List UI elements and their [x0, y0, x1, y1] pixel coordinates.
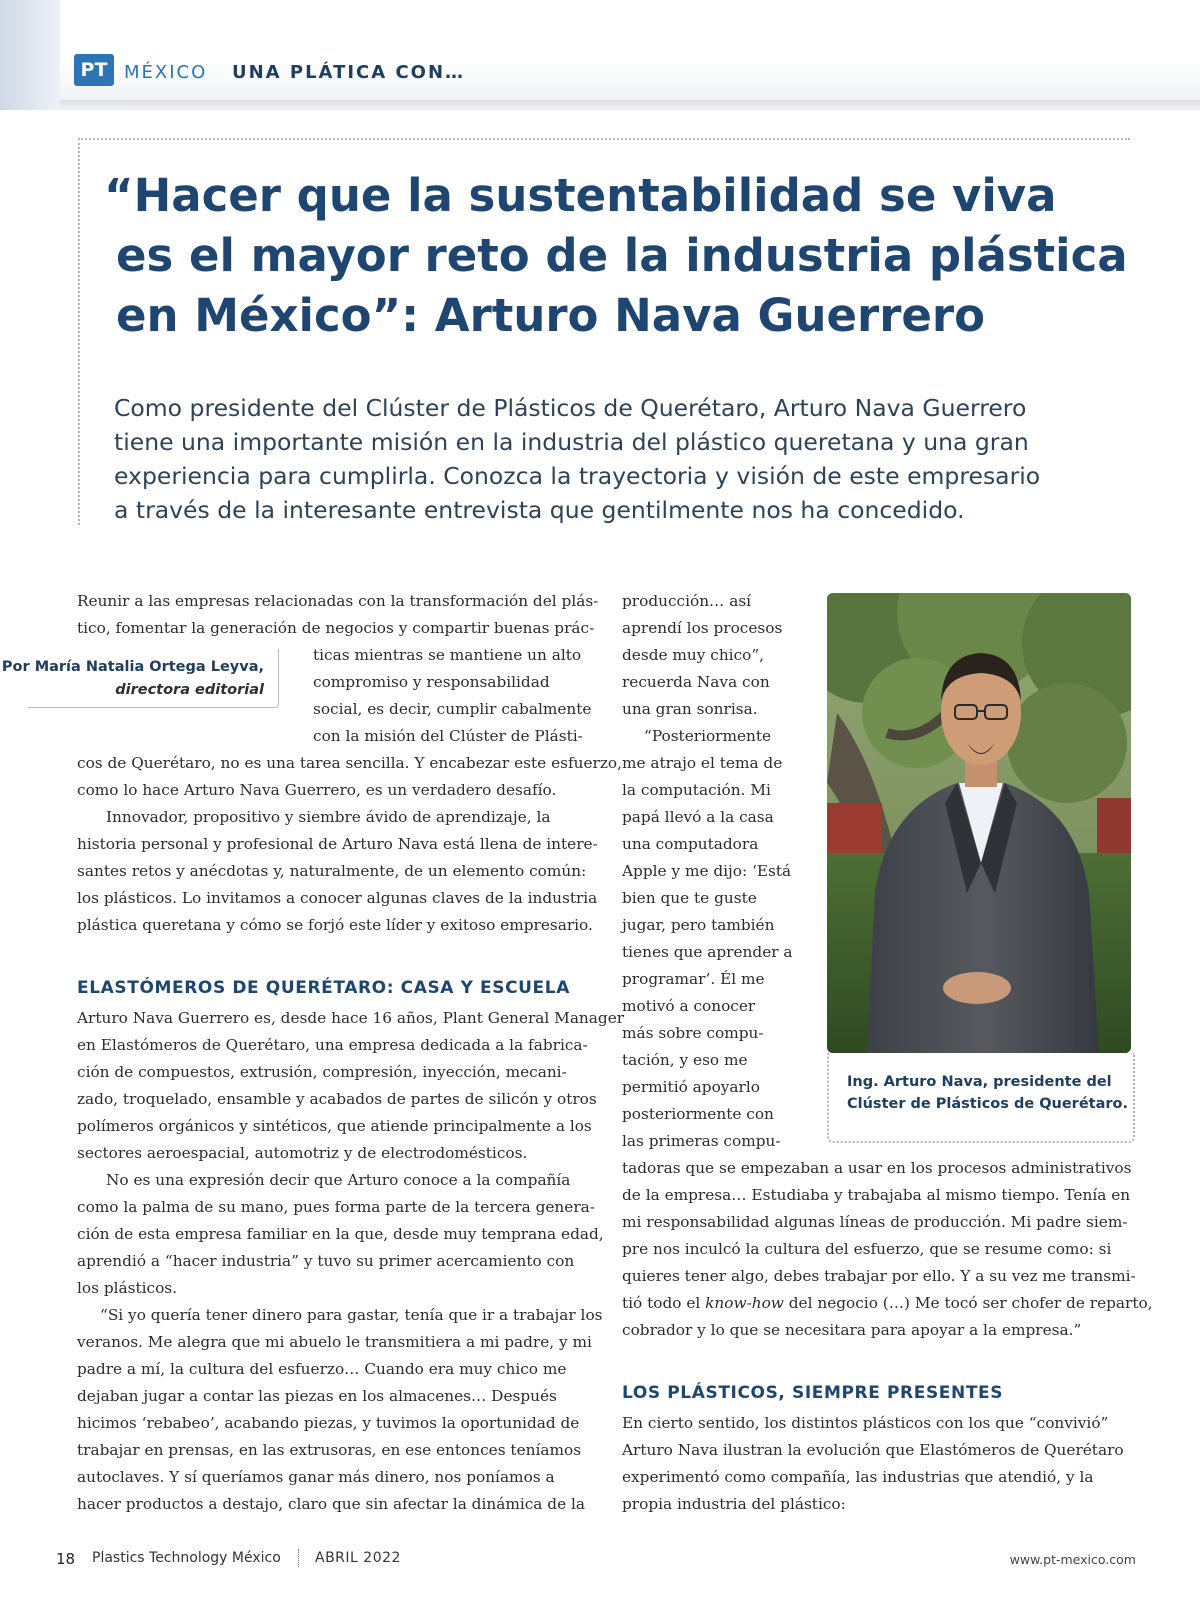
body-line: desde muy chico”, [622, 646, 765, 664]
byline [1, 649, 279, 708]
body-line: una computadora [622, 835, 759, 853]
body-line: experimentó como compañía, las industrias que atendió, y la [622, 1468, 1094, 1486]
body-line: plástica queretana y cómo se forjó este líder y exitoso empresario. [77, 916, 593, 934]
body-line: en Elastómeros de Querétaro, una empresa dedicada a la fabrica- [77, 1036, 588, 1054]
body-line: pre nos inculcó la cultura del esfuerzo, que se resume como: si [622, 1240, 1112, 1258]
article-deck [114, 391, 1124, 527]
headline-line: es el mayor reto de la industria plástica [116, 229, 1128, 282]
deck-line: tiene una importante misión en la industria del plástico queretana y una gran [114, 428, 1029, 456]
body-line: recuerda Nava con [622, 673, 770, 691]
body-line: posteriormente con [622, 1105, 774, 1123]
body-line: compromiso y responsabilidad [313, 673, 550, 691]
body-line: sectores aeroespacial, automotriz y de electrodomésticos. [77, 1144, 528, 1162]
body-line: una gran sonrisa. [622, 700, 758, 718]
body-line: permitió apoyarlo [622, 1078, 760, 1096]
body-line: hacer productos a destajo, claro que sin afectar la dinámica de la [77, 1495, 586, 1513]
footer-divider [298, 1549, 299, 1567]
body-line: dejaban jugar a contar las piezas en los almacenes… Después [77, 1387, 557, 1405]
byline-role: directora editorial [115, 682, 264, 698]
body-line: “Posteriormente [644, 727, 772, 745]
body-line: motivó a conocer [622, 997, 756, 1015]
body-line: quieres tener algo, debes trabajar por ello. Y a su vez me transmi- [622, 1267, 1136, 1285]
text-run: del negocio (…) Me tocó ser chofer de reparto, [783, 1294, 1153, 1312]
headline-line: en México”: Arturo Nava Guerrero [116, 289, 986, 342]
body-line: más sobre compu- [622, 1024, 764, 1042]
article-headline [104, 166, 1128, 346]
body-line: No es una expresión decir que Arturo conoce a la compañía [106, 1171, 571, 1189]
body-line: mi responsabilidad algunas líneas de producción. Mi padre siem- [622, 1213, 1128, 1231]
header-band [0, 0, 1200, 110]
body-line: propia industria del plástico: [622, 1495, 846, 1513]
body-line: jugar, pero también [622, 916, 775, 934]
body-line: santes retos y anécdotas y, naturalmente, de un elemento común: [77, 862, 587, 880]
pt-logo: PT [74, 54, 114, 86]
deck-line: Como presidente del Clúster de Plásticos de Querétaro, Arturo Nava Guerrero [114, 394, 1027, 422]
header-shadow [60, 100, 1200, 108]
body-line: ción de compuestos, extrusión, compresión, inyección, mecani- [77, 1063, 567, 1081]
italic-term: know-how [705, 1294, 784, 1312]
body-line: polímeros orgánicos y sintéticos, que atiende principalmente a los [77, 1117, 592, 1135]
section-subtitle: UNA PLÁTICA CON… [232, 62, 466, 83]
body-line: Arturo Nava Guerrero es, desde hace 16 años, Plant General Manager [77, 1009, 625, 1027]
portrait-illustration [827, 593, 1131, 1053]
body-line: con la misión del Clúster de Plásti- [313, 727, 583, 745]
deck-line: experiencia para cumplirla. Conozca la trayectoria y visión de este empresario [114, 462, 1041, 490]
body-line: ticas mientras se mantiene un alto [313, 646, 582, 664]
body-line: Reunir a las empresas relacionadas con la transformación del plás- [77, 592, 599, 610]
body-line: Innovador, propositivo y siembre ávido de aprendizaje, la [106, 808, 551, 826]
body-line: me atrajo el tema de [622, 754, 783, 772]
body-line: Apple y me dijo: ‘Está [622, 862, 792, 880]
body-line-knowhow [622, 1290, 1153, 1317]
photo-caption-box [827, 1053, 1135, 1143]
body-line: autoclaves. Y sí queríamos ganar más dinero, nos poníamos a [77, 1468, 555, 1486]
body-line: las primeras compu- [622, 1132, 781, 1150]
photo-caption [847, 1071, 1128, 1115]
portrait-photo [827, 593, 1131, 1053]
body-line: programar’. Él me [622, 970, 765, 988]
body-line: los plásticos. Lo invitamos a conocer algunas claves de la industria [77, 889, 598, 907]
section-name: MÉXICO [124, 62, 208, 83]
section-heading: ELASTÓMEROS DE QUERÉTARO: CASA Y ESCUELA [77, 978, 570, 998]
body-line: tación, y eso me [622, 1051, 748, 1069]
body-line: En cierto sentido, los distintos plásticos con los que “convivió” [622, 1414, 1109, 1432]
body-line: tico, fomentar la generación de negocios y compartir buenas prác- [77, 619, 595, 637]
deck-line: a través de la interesante entrevista que gentilmente nos ha concedido. [114, 496, 965, 524]
body-line: tadoras que se empezaban a usar en los procesos administrativos [622, 1159, 1132, 1177]
text-run: tió todo el [622, 1294, 706, 1312]
body-line: producción… así [622, 592, 752, 610]
body-line: hicimos ‘rebabeo’, acabando piezas, y tuvimos la oportunidad de [77, 1414, 580, 1432]
body-line: padre a mí, la cultura del esfuerzo… Cuando era muy chico me [77, 1360, 567, 1378]
body-line: de la empresa… Estudiaba y trabajaba al mismo tiempo. Tenía en [622, 1186, 1131, 1204]
body-line: tienes que aprender a [622, 943, 793, 961]
body-line: Arturo Nava ilustran la evolución que Elastómeros de Querétaro [622, 1441, 1124, 1459]
body-line: papá llevó a la casa [622, 808, 774, 826]
body-line: aprendió a “hacer industria” y tuvo su primer acercamiento con [77, 1252, 575, 1270]
body-line: social, es decir, cumplir cabalmente [313, 700, 592, 718]
issue-date: ABRIL 2022 [315, 1550, 401, 1566]
body-line: zado, troquelado, ensamble y acabados de partes de silicón y otros [77, 1090, 597, 1108]
body-line: como la palma de su mano, pues forma parte de la tercera genera- [77, 1198, 595, 1216]
body-line: “Si yo quería tener dinero para gastar, tenía que ir a trabajar los [100, 1306, 603, 1324]
website-url: www.pt-mexico.com [1009, 1552, 1136, 1567]
body-line: ción de esta empresa familiar en la que, desde muy temprana edad, [77, 1225, 604, 1243]
caption-line: Ing. Arturo Nava, presidente del [847, 1074, 1112, 1090]
body-line: cos de Querétaro, no es una tarea sencilla. Y encabezar este esfuerzo, [77, 754, 622, 772]
body-line: los plásticos. [77, 1279, 177, 1297]
body-line: trabajar en prensas, en las extrusoras, en ese entonces teníamos [77, 1441, 582, 1459]
body-line: aprendí los procesos [622, 619, 783, 637]
section-heading: LOS PLÁSTICOS, SIEMPRE PRESENTES [622, 1383, 1004, 1403]
page-number: 18 [56, 1550, 76, 1568]
publication-name: Plastics Technology México [92, 1550, 281, 1566]
body-line: veranos. Me alegra que mi abuelo le transmitiera a mi padre, y mi [77, 1333, 592, 1351]
caption-line: Clúster de Plásticos de Querétaro. [847, 1096, 1129, 1112]
body-line: cobrador y lo que se necesitara para apoyar a la empresa.” [622, 1321, 1082, 1339]
body-line: historia personal y profesional de Arturo Nava está llena de intere- [77, 835, 598, 853]
byline-author: Por María Natalia Ortega Leyva, [1, 659, 264, 675]
body-line: como lo hace Arturo Nava Guerrero, es un verdadero desafío. [77, 781, 557, 799]
headline-line: “Hacer que la sustentabilidad se viva [104, 169, 1057, 222]
body-line: bien que te guste [622, 889, 757, 907]
body-line: la computación. Mi [622, 781, 771, 799]
